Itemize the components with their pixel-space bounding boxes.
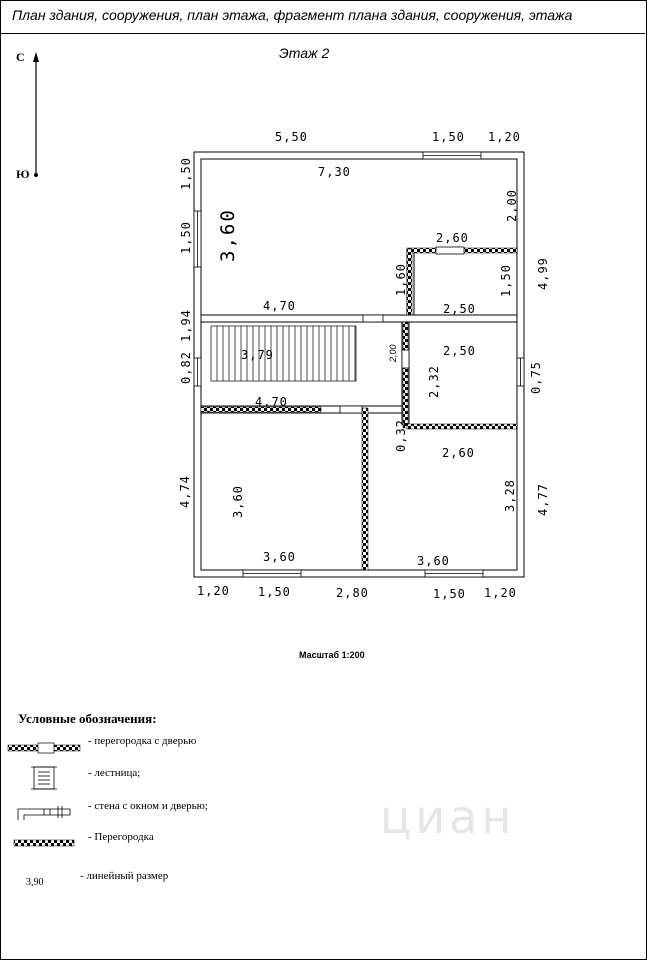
dim-label: 1,20 [197,584,230,598]
floor-title: Этаж 2 [279,45,330,61]
dim-label: 1,50 [432,130,465,144]
dim-label: 4,77 [536,483,550,516]
dim-label: 1,20 [484,586,517,600]
legend-item-label: - Перегородка [88,831,154,843]
dim-label: 2,50 [443,344,476,358]
legend-item-label: - перегородка с дверью [88,735,197,747]
dim-label: 4,99 [536,257,550,290]
dim-label: 3,60 [417,554,450,568]
dim-label: 1,20 [488,130,521,144]
dim-label: 3,28 [503,479,517,512]
compass-south-label: Ю [16,167,30,181]
dim-label: 1,50 [433,587,466,601]
internal-walls [201,249,517,428]
compass-arrow-icon [33,52,39,177]
dim-label: 1,50 [258,585,291,599]
dim-label: 2,80 [336,586,369,600]
legend-item-label: - лестница; [88,767,141,779]
scale-label: Масштаб 1:200 [299,650,365,660]
compass-north-label: С [16,50,25,64]
dim-label: 1,94 [179,309,193,342]
legend-sample-dimension: 3,90 [26,877,44,888]
dim-label: 3,60 [231,485,245,518]
dim-label: 7,30 [318,165,351,179]
dim-label: 2,00 [505,189,519,222]
legend-item-label: - линейный размер [80,870,169,882]
legend-stairs-icon [31,767,57,789]
legend-wall-window-door-icon [18,806,70,820]
legend-partition-with-door-icon [8,743,80,753]
dim-label: 1,60 [394,263,408,296]
dim-label: 4,70 [263,299,296,313]
legend-title: Условные обозначения: [18,711,157,726]
dim-label: 2,60 [436,231,469,245]
legend-partition-icon [14,840,74,846]
dim-label: 5,50 [275,130,308,144]
dim-label: 2,50 [443,302,476,316]
dim-label: 3,79 [241,348,274,362]
dim-label: 4,74 [178,475,192,508]
dim-label: 0,32 [394,419,408,452]
dim-label: 1,50 [499,264,513,297]
dim-label: 3,60 [217,208,239,262]
dim-label: 2,32 [427,365,441,398]
dim-label: 4,70 [255,395,288,409]
dim-label: 2,00 [388,344,398,362]
page-title: План здания, сооружения, план этажа, фрагмент плана здания, сооружения, этажа [12,7,573,23]
dim-label: 2,60 [442,446,475,460]
dim-label: 1,50 [179,221,193,254]
legend-item-label: - стена с окном и дверью; [88,800,208,812]
watermark: циан [380,790,516,844]
staircase [211,326,356,381]
dim-label: 0,82 [179,351,193,384]
dim-label: 0,75 [529,361,543,394]
dim-label: 3,60 [263,550,296,564]
dim-label: 1,50 [179,157,193,190]
